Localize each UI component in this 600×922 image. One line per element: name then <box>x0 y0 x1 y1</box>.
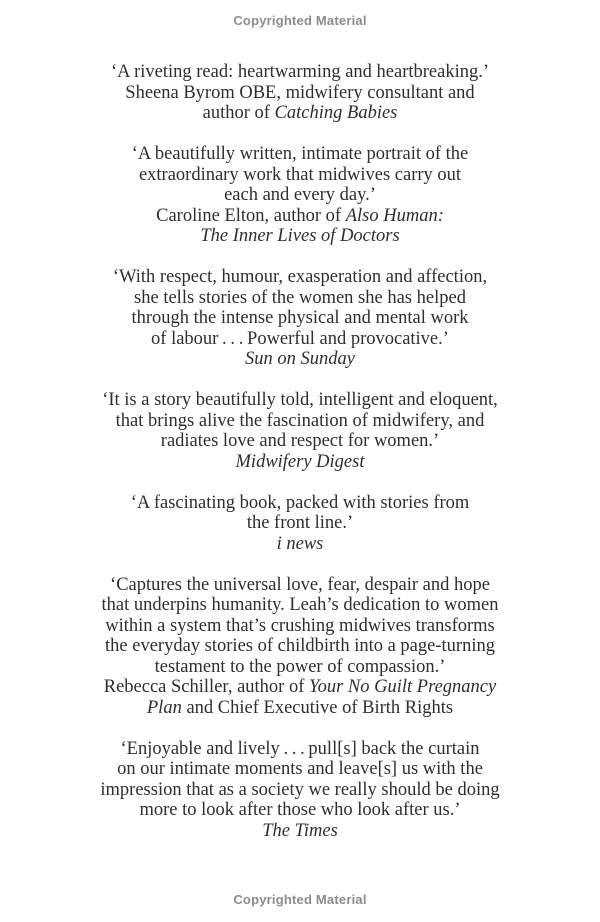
quote-run: Sheena Byrom OBE, midwifery consultant and <box>125 82 475 103</box>
quote-run-italic: Catching Babies <box>274 103 398 123</box>
quote-line <box>30 267 570 288</box>
quote-block <box>30 493 570 555</box>
quote-run-italic: Sun on Sunday <box>245 349 355 369</box>
quote-line <box>30 636 570 657</box>
quote-line <box>30 103 570 124</box>
quote-line <box>30 431 570 452</box>
quote-run: ‘With respect, humour, exasperation and affection, <box>112 267 488 287</box>
quote-run-italic: Midwifery Digest <box>235 451 365 472</box>
quote-line <box>30 144 570 165</box>
quote-run: through the intense physical and mental work <box>131 308 469 328</box>
quote-line <box>30 575 570 596</box>
quote-run-italic: The Inner Lives of Doctors <box>200 226 400 246</box>
quote-line <box>30 226 570 247</box>
quote-line <box>30 739 570 760</box>
quote-block <box>30 390 570 472</box>
quote-block <box>30 144 570 247</box>
quote-run: ‘Enjoyable and lively . . . pull[s] back the curtain <box>120 738 480 759</box>
quote-line <box>30 288 570 309</box>
quote-run: impression that as a society we really should be doing <box>100 779 500 800</box>
quote-run: ‘It is a story beautifully told, intelligent and eloquent, <box>102 390 498 410</box>
quote-line <box>30 62 570 83</box>
quote-line <box>30 534 570 555</box>
quote-run-italic: The Times <box>262 820 338 841</box>
quote-line <box>30 800 570 821</box>
quote-run: ‘A beautifully written, intimate portrait of the <box>131 144 469 164</box>
quote-line <box>30 616 570 637</box>
quote-run: within a system that’s crushing midwives transforms <box>105 615 495 636</box>
quote-run: more to look after those who look after us.’ <box>139 800 461 820</box>
quote-line <box>30 493 570 514</box>
quote-run: extraordinary work that midwives carry out <box>138 164 462 185</box>
quote-run-italic: Your No Guilt Pregnancy <box>309 677 497 697</box>
quote-run: that underpins humanity. Leah’s dedication to women <box>101 595 499 615</box>
quote-line <box>30 452 570 473</box>
quote-line <box>30 513 570 534</box>
quote-line <box>30 780 570 801</box>
quote-block <box>30 267 570 370</box>
quote-run: radiates love and respect for women.’ <box>160 431 440 451</box>
quote-run-italic: Plan <box>146 697 182 718</box>
quote-line <box>30 165 570 186</box>
quote-run: ‘A fascinating book, packed with stories from <box>130 492 470 513</box>
quote-run: author of <box>202 103 275 123</box>
quote-run: ‘A riveting read: heartwarming and heartbreaking.’ <box>110 62 490 82</box>
quote-run: testament to the power of compassion.’ <box>154 656 446 677</box>
quote-line <box>30 329 570 350</box>
quote-line <box>30 206 570 227</box>
quote-run-italic: i news <box>276 533 324 554</box>
quote-run: the front line.’ <box>246 513 354 533</box>
quote-line <box>30 349 570 370</box>
quote-run: ‘Captures the universal love, fear, despair and hope <box>110 574 490 595</box>
quote-run-italic: Also Human: <box>345 205 444 226</box>
quote-line <box>30 677 570 698</box>
copyright-banner-top: Copyrighted Material <box>233 13 367 28</box>
quotes-container <box>30 62 570 841</box>
quote-run: and Chief Executive of Birth Rights <box>181 697 454 718</box>
quote-block <box>30 62 570 124</box>
quote-line <box>30 759 570 780</box>
quote-run: each and every day.’ <box>224 185 376 205</box>
quote-run: of labour . . . Powerful and provocative.’ <box>151 328 449 349</box>
quote-run: the everyday stories of childbirth into a page-turning <box>105 636 495 656</box>
quote-run: she tells stories of the women she has helped <box>134 287 466 308</box>
quote-line <box>30 595 570 616</box>
quote-line <box>30 657 570 678</box>
quote-run: Rebecca Schiller, author of <box>103 677 309 697</box>
copyright-banner-bottom: Copyrighted Material <box>233 892 367 907</box>
quote-line <box>30 83 570 104</box>
quote-run: on our intimate moments and leave[s] us with the <box>117 759 483 779</box>
quote-run: that brings alive the fascination of midwifery, and <box>115 410 485 431</box>
quote-run: Caroline Elton, author of <box>156 205 346 226</box>
quote-line <box>30 821 570 842</box>
quote-line <box>30 390 570 411</box>
quote-line <box>30 185 570 206</box>
quote-block <box>30 575 570 719</box>
quote-line <box>30 308 570 329</box>
quote-block <box>30 739 570 842</box>
quote-line <box>30 698 570 719</box>
quote-line <box>30 411 570 432</box>
